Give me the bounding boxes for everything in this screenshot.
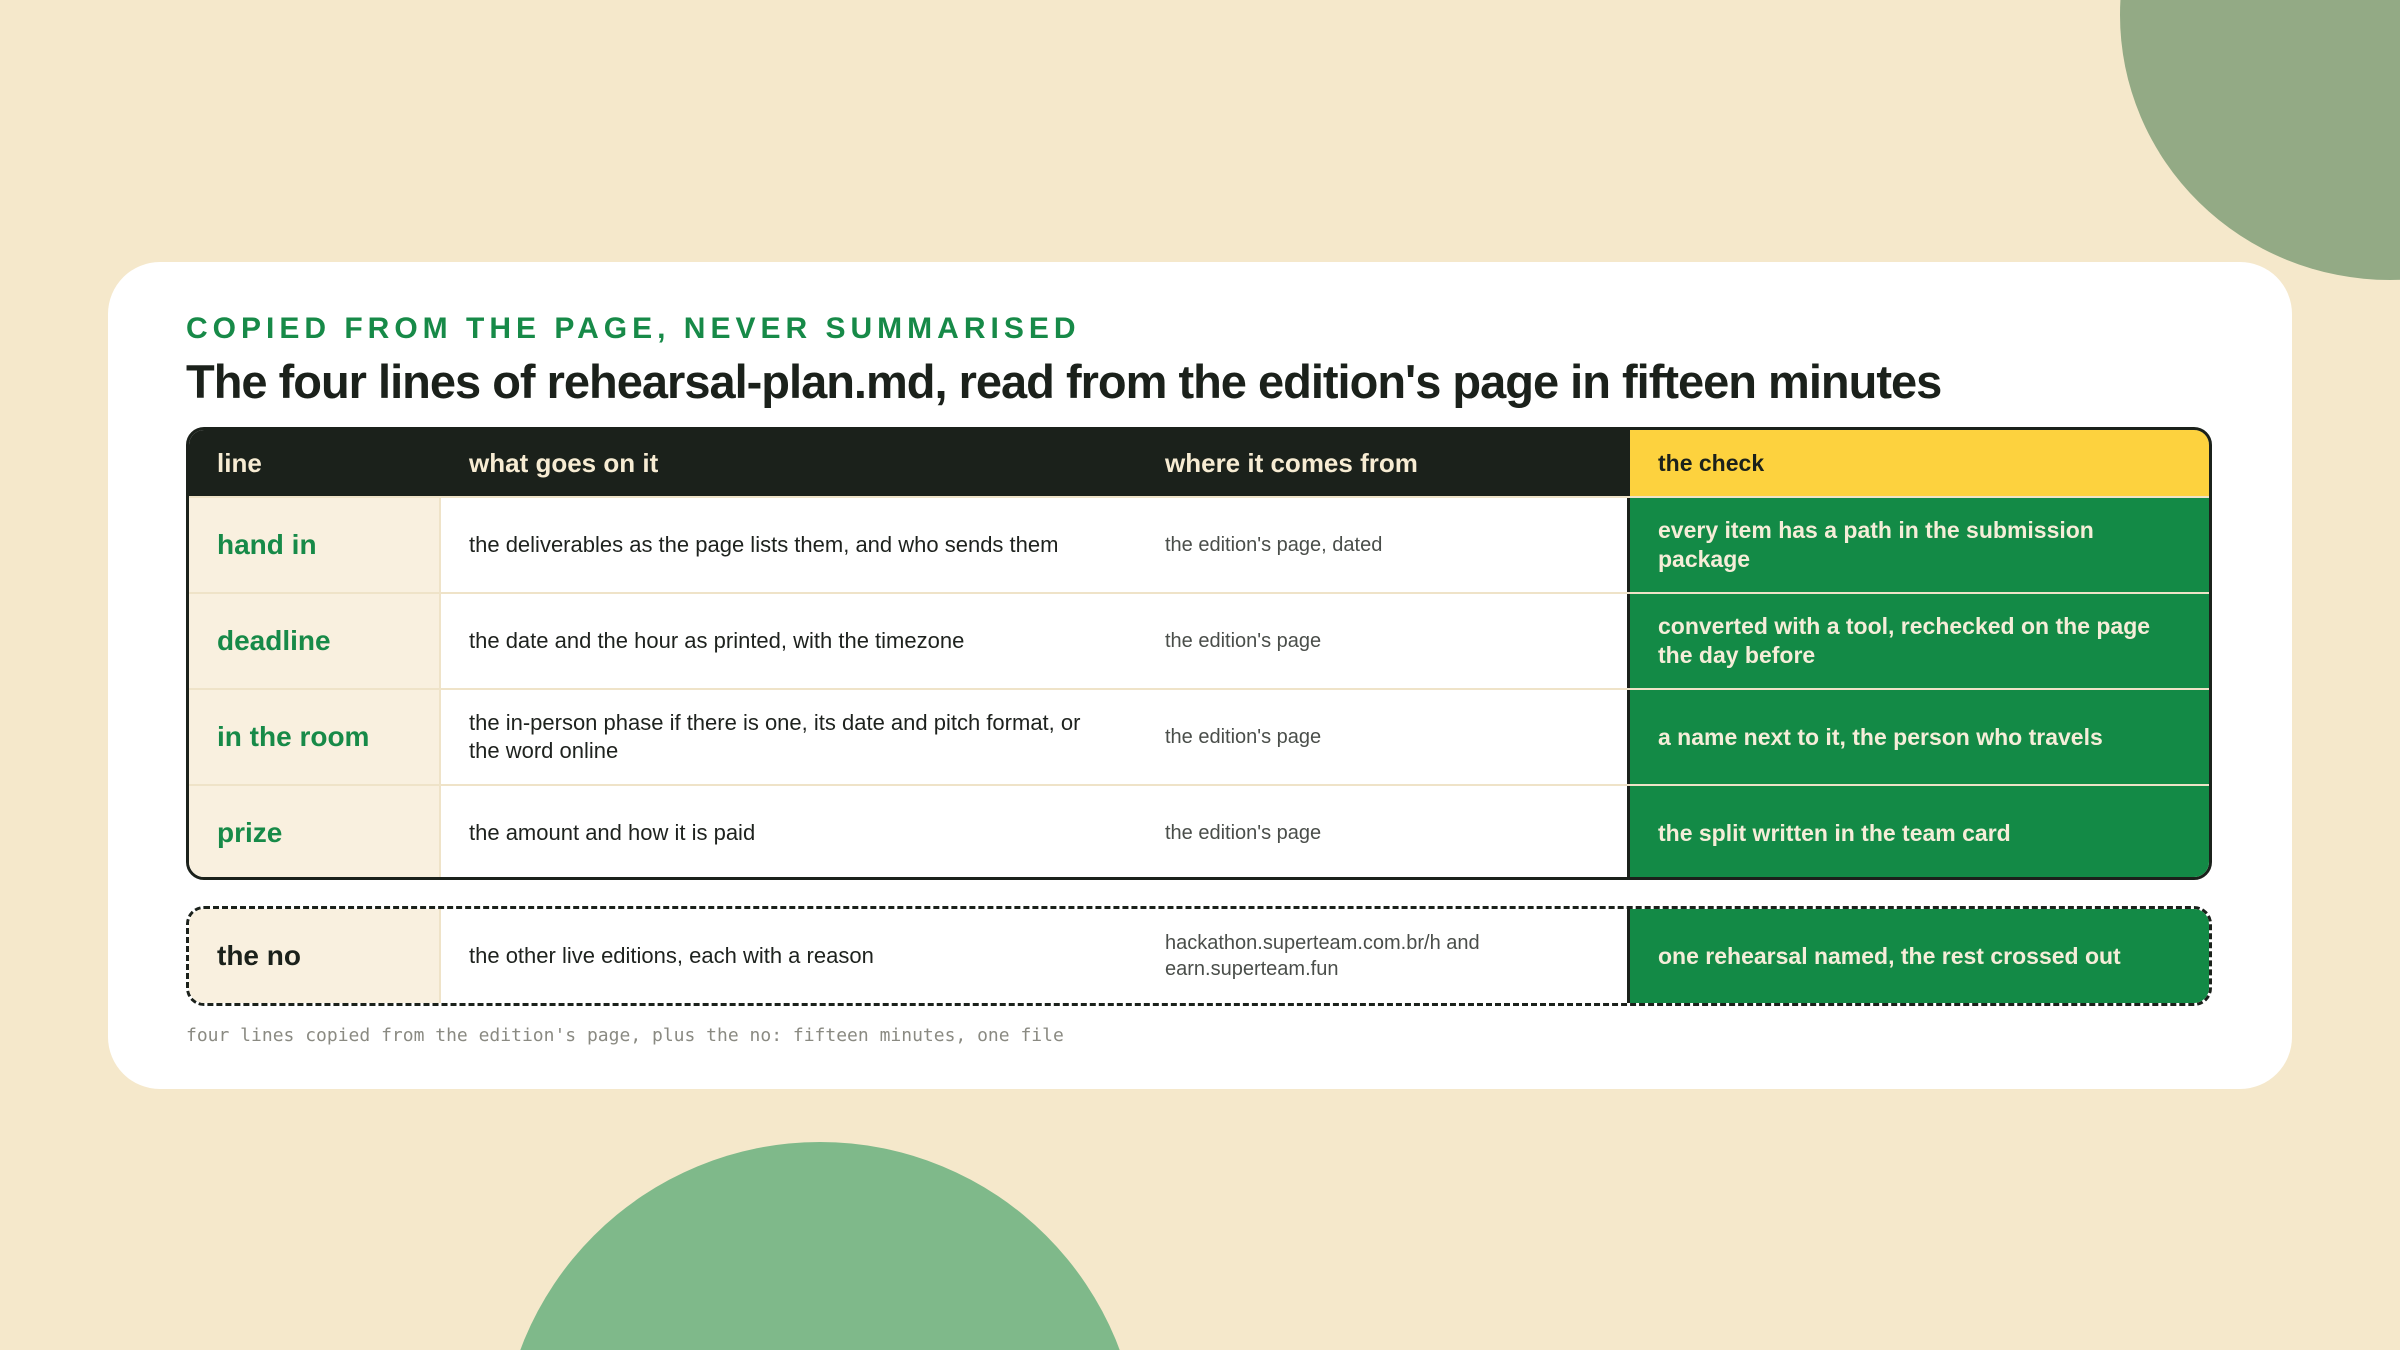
check-text: every item has a path in the submission package bbox=[1658, 517, 2094, 572]
where-cell bbox=[1137, 690, 1627, 784]
page-title: The four lines of rehearsal-plan.md, read from the edition's page in fifteen minutes bbox=[186, 355, 1942, 408]
decorative-circle-top-right bbox=[2120, 0, 2400, 280]
eyebrow-label: COPIED FROM THE PAGE, NEVER SUMMARISED bbox=[186, 312, 1081, 345]
the-no-row bbox=[186, 906, 2212, 1006]
where-cell bbox=[1137, 786, 1627, 880]
what-text: the amount and how it is paid bbox=[469, 820, 756, 845]
line-cell bbox=[189, 690, 441, 784]
what-cell bbox=[441, 498, 1137, 592]
what-cell bbox=[441, 786, 1137, 880]
where-cell bbox=[1137, 909, 1627, 1003]
where-text: hackathon.superteam.com.br/h and earn.superteam.fun bbox=[1165, 932, 1480, 980]
what-cell bbox=[441, 594, 1137, 688]
check-text: converted with a tool, rechecked on the page the day before bbox=[1658, 613, 2151, 668]
where-cell bbox=[1137, 498, 1627, 592]
table-row bbox=[189, 592, 2209, 688]
line-label: in the room bbox=[217, 721, 370, 752]
check-cell bbox=[1627, 909, 2209, 1003]
what-cell bbox=[441, 690, 1137, 784]
check-text: one rehearsal named, the rest crossed out bbox=[1658, 942, 2121, 969]
decorative-arch-bottom bbox=[500, 1142, 1140, 1350]
what-cell bbox=[441, 909, 1137, 1003]
line-label: deadline bbox=[217, 625, 331, 656]
what-text: the deliverables as the page lists them, and who sends them bbox=[469, 532, 1059, 557]
check-text: a name next to it, the person who travels bbox=[1658, 723, 2103, 750]
table-row bbox=[189, 784, 2209, 880]
check-cell bbox=[1627, 786, 2209, 880]
line-cell bbox=[189, 594, 441, 688]
table-row bbox=[189, 688, 2209, 784]
check-cell bbox=[1627, 690, 2209, 784]
check-cell bbox=[1627, 594, 2209, 688]
what-text: the in-person phase if there is one, its date and pitch format, or the word online bbox=[469, 710, 1081, 763]
where-text: the edition's page bbox=[1165, 630, 1322, 652]
column-header-line: line bbox=[217, 447, 262, 478]
where-cell bbox=[1137, 594, 1627, 688]
check-cell bbox=[1627, 498, 2209, 592]
what-text: the other live editions, each with a reason bbox=[469, 943, 874, 968]
line-cell bbox=[189, 786, 441, 880]
where-text: the edition's page bbox=[1165, 822, 1322, 844]
where-text: the edition's page, dated bbox=[1165, 534, 1383, 556]
column-header-where: where it comes from bbox=[1165, 447, 1418, 478]
table-header-row bbox=[189, 430, 2209, 496]
table-row bbox=[189, 496, 2209, 592]
plan-table bbox=[186, 427, 2212, 880]
footnote: four lines copied from the edition's page, plus the no: fifteen minutes, one file bbox=[186, 1025, 1064, 1046]
what-text: the date and the hour as printed, with the timezone bbox=[469, 628, 965, 653]
check-text: the split written in the team card bbox=[1658, 819, 2011, 846]
column-header-what: what goes on it bbox=[469, 447, 659, 478]
column-header-check: the check bbox=[1627, 430, 2209, 496]
line-cell bbox=[189, 909, 441, 1003]
content-card bbox=[108, 262, 2292, 1089]
no-label: the no bbox=[217, 940, 301, 971]
line-cell bbox=[189, 498, 441, 592]
line-label: hand in bbox=[217, 529, 317, 560]
line-label: prize bbox=[217, 817, 283, 848]
where-text: the edition's page bbox=[1165, 726, 1322, 748]
